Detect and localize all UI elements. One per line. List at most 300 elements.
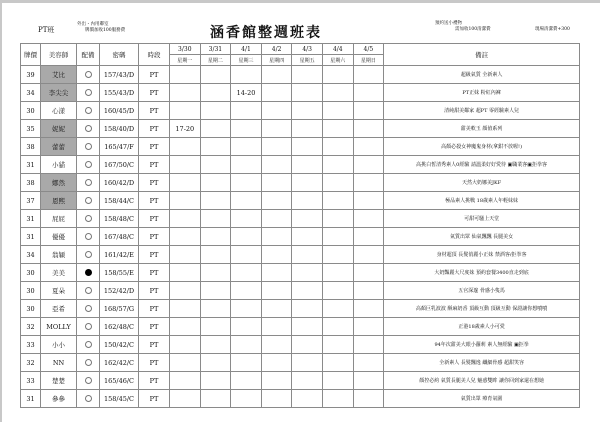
code-cell: 150/42/C: [100, 336, 139, 354]
price-cell: 31: [21, 156, 41, 174]
remark-cell: PT正妹 粉紅內褲: [384, 84, 580, 102]
empty-circle-icon: [85, 71, 92, 78]
price-cell: 33: [21, 336, 41, 354]
remark-cell: 天然大奶娜美JKF: [384, 174, 580, 192]
price-cell: 32: [21, 318, 41, 336]
equip-cell: [77, 138, 100, 156]
col-header-price: 牌價: [21, 44, 41, 66]
time-slot-cell: PT: [139, 66, 170, 84]
day-schedule-cell: [231, 336, 262, 354]
remark-cell: 全新素人 長髮飄逸 纖細骨感 超甜笑容: [384, 354, 580, 372]
day-schedule-cell: [231, 174, 262, 192]
time-slot-cell: PT: [139, 372, 170, 390]
remark-cell: 甜美軟玉 顏值系列: [384, 120, 580, 138]
table-row: [21, 246, 580, 264]
code-cell: 158/48/C: [100, 210, 139, 228]
day-schedule-cell: [261, 282, 292, 300]
day-schedule-cell: [322, 246, 353, 264]
price-cell: 33: [21, 372, 41, 390]
stylist-name-cell: 屁屁: [41, 210, 77, 228]
day-schedule-cell: [292, 174, 323, 192]
time-slot-cell: PT: [139, 354, 170, 372]
price-cell: 30: [21, 264, 41, 282]
empty-circle-icon: [85, 287, 92, 294]
table-row: [21, 192, 580, 210]
time-slot-cell: PT: [139, 264, 170, 282]
fee-note-left: [77, 22, 125, 34]
page-title: 涵香館整週班表: [210, 25, 322, 41]
day-schedule-cell: [200, 66, 231, 84]
remark-cell: 氣質出眾 仙氣飄飄 長腿美女: [384, 228, 580, 246]
stylist-name-cell: 娜然: [41, 174, 77, 192]
price-cell: 38: [21, 174, 41, 192]
day-schedule-cell: 17-20: [170, 120, 201, 138]
equip-cell: [77, 246, 100, 264]
equip-cell: [77, 210, 100, 228]
time-slot-cell: PT: [139, 210, 170, 228]
day-schedule-cell: [170, 66, 201, 84]
col-header-code: 密碼: [100, 44, 139, 66]
empty-circle-icon: [85, 179, 92, 186]
equip-cell: [77, 300, 100, 318]
stylist-name-cell: 美美: [41, 264, 77, 282]
equip-cell: [77, 264, 100, 282]
day-schedule-cell: [200, 138, 231, 156]
time-slot-cell: PT: [139, 336, 170, 354]
day-schedule-cell: [261, 354, 292, 372]
equip-cell: [77, 174, 100, 192]
day-schedule-cell: [292, 390, 323, 408]
day-schedule-cell: [322, 282, 353, 300]
day-schedule-cell: [353, 390, 384, 408]
code-cell: 167/50/C: [100, 156, 139, 174]
stylist-name-cell: 夏朵: [41, 282, 77, 300]
day-schedule-cell: [322, 390, 353, 408]
col-header-date: 3/30: [170, 44, 201, 55]
code-cell: 158/44/C: [100, 192, 139, 210]
code-cell: 162/42/C: [100, 354, 139, 372]
equip-cell: [77, 102, 100, 120]
time-slot-cell: PT: [139, 300, 170, 318]
table-row: [21, 300, 580, 318]
stylist-name-cell: 翁穎: [41, 246, 77, 264]
day-schedule-cell: [292, 246, 323, 264]
day-schedule-cell: [200, 210, 231, 228]
stylist-name-cell: MOLLY: [41, 318, 77, 336]
price-cell: 37: [21, 192, 41, 210]
day-schedule-cell: [261, 84, 292, 102]
equip-cell: [77, 318, 100, 336]
window-top-border: [0, 0, 600, 3]
day-schedule-cell: [200, 156, 231, 174]
stylist-name-cell: 妮妮: [41, 120, 77, 138]
day-schedule-cell: [170, 318, 201, 336]
price-cell: 30: [21, 102, 41, 120]
col-header-date: 4/1: [231, 44, 262, 55]
day-schedule-cell: [353, 192, 384, 210]
day-schedule-cell: [231, 102, 262, 120]
equip-cell: [77, 120, 100, 138]
header-row-dates: [21, 44, 580, 55]
day-schedule-cell: [353, 138, 384, 156]
fee-note-left-line1: 外出・內用鄰室: [77, 22, 109, 27]
day-schedule-cell: [231, 372, 262, 390]
time-slot-cell: PT: [139, 192, 170, 210]
day-schedule-cell: [353, 372, 384, 390]
time-slot-cell: PT: [139, 84, 170, 102]
time-slot-cell: PT: [139, 282, 170, 300]
remark-cell: 高顏必殺女神魔鬼身材(拿鉗不放喔!): [384, 138, 580, 156]
empty-circle-icon: [85, 359, 92, 366]
col-header-weekday: 星期三: [231, 55, 262, 66]
day-schedule-cell: [170, 84, 201, 102]
col-header-date: 4/3: [292, 44, 323, 55]
day-schedule-cell: [200, 372, 231, 390]
day-schedule-cell: [322, 156, 353, 174]
day-schedule-cell: [322, 372, 353, 390]
col-header-weekday: 星期日: [353, 55, 384, 66]
day-schedule-cell: [322, 318, 353, 336]
day-schedule-cell: [322, 102, 353, 120]
day-schedule-cell: [322, 66, 353, 84]
day-schedule-cell: [322, 210, 353, 228]
day-schedule-cell: [231, 120, 262, 138]
code-cell: 161/42/E: [100, 246, 139, 264]
day-schedule-cell: [353, 66, 384, 84]
table-row: [21, 84, 580, 102]
day-schedule-cell: [292, 66, 323, 84]
stylist-name-cell: 蕾蕾: [41, 138, 77, 156]
day-schedule-cell: [200, 102, 231, 120]
day-schedule-cell: [353, 264, 384, 282]
equip-cell: [77, 228, 100, 246]
day-schedule-cell: [170, 174, 201, 192]
remark-cell: 清純甜美鄰家 超PT 零經驗素人兒: [384, 102, 580, 120]
empty-circle-icon: [85, 107, 92, 114]
day-schedule-cell: [170, 138, 201, 156]
day-schedule-cell: [292, 210, 323, 228]
stylist-name-cell: 參參: [41, 390, 77, 408]
day-schedule-cell: [200, 84, 231, 102]
day-schedule-cell: [322, 300, 353, 318]
day-schedule-cell: [322, 264, 353, 282]
table-row: [21, 390, 580, 408]
day-schedule-cell: [261, 336, 292, 354]
code-cell: 167/48/C: [100, 228, 139, 246]
price-cell: 31: [21, 228, 41, 246]
day-schedule-cell: [353, 210, 384, 228]
day-schedule-cell: [200, 336, 231, 354]
col-header-remarks: 備註: [384, 44, 580, 66]
day-schedule-cell: [292, 336, 323, 354]
table-row: [21, 336, 580, 354]
price-cell: 34: [21, 84, 41, 102]
col-header-date: 4/2: [261, 44, 292, 55]
day-schedule-cell: [200, 300, 231, 318]
day-schedule-cell: [170, 228, 201, 246]
day-schedule-cell: [353, 318, 384, 336]
table-row: [21, 138, 580, 156]
day-schedule-cell: [231, 138, 262, 156]
col-header-weekday: 星期六: [322, 55, 353, 66]
day-schedule-cell: [231, 192, 262, 210]
stylist-name-cell: 李尖尖: [41, 84, 77, 102]
day-schedule-cell: [353, 354, 384, 372]
day-schedule-cell: [231, 318, 262, 336]
day-schedule-cell: [200, 264, 231, 282]
code-cell: 155/43/D: [100, 84, 139, 102]
col-header-stylist: 美容師: [41, 44, 77, 66]
empty-circle-icon: [85, 89, 92, 96]
day-schedule-cell: [231, 228, 262, 246]
empty-circle-icon: [85, 197, 92, 204]
day-schedule-cell: [261, 300, 292, 318]
stylist-name-cell: 楚楚: [41, 372, 77, 390]
col-header-weekday: 星期一: [170, 55, 201, 66]
remark-cell: 超級氣質 全新素人: [384, 66, 580, 84]
day-schedule-cell: [261, 156, 292, 174]
equip-cell: [77, 156, 100, 174]
day-schedule-cell: [322, 336, 353, 354]
day-schedule-cell: [261, 138, 292, 156]
code-cell: 158/40/D: [100, 120, 139, 138]
empty-circle-icon: [85, 161, 92, 168]
day-schedule-cell: [292, 318, 323, 336]
day-schedule-cell: [200, 246, 231, 264]
stylist-name-cell: 小小: [41, 336, 77, 354]
day-schedule-cell: 14-20: [231, 84, 262, 102]
col-header-date: 3/31: [200, 44, 231, 55]
day-schedule-cell: [292, 372, 323, 390]
col-header-date: 4/5: [353, 44, 384, 55]
day-schedule-cell: [292, 354, 323, 372]
time-slot-cell: PT: [139, 174, 170, 192]
price-cell: 34: [21, 246, 41, 264]
table-row: [21, 318, 580, 336]
code-cell: 168/57/G: [100, 300, 139, 318]
empty-circle-icon: [85, 305, 92, 312]
remark-cell: 可甜可騷上天堂: [384, 210, 580, 228]
equip-cell: [77, 66, 100, 84]
stylist-name-cell: 心漾: [41, 102, 77, 120]
col-header-date: 4/4: [322, 44, 353, 55]
remark-cell: 五官深邃 骨感小隻馬: [384, 282, 580, 300]
day-schedule-cell: [353, 84, 384, 102]
table-row: [21, 372, 580, 390]
remark-cell: 大奶豔麗大尺度妹 預約套餐3400直走到底: [384, 264, 580, 282]
day-schedule-cell: [292, 264, 323, 282]
day-schedule-cell: [322, 228, 353, 246]
price-cell: 35: [21, 120, 41, 138]
day-schedule-cell: [261, 390, 292, 408]
stylist-name-cell: 恩熙: [41, 192, 77, 210]
day-schedule-cell: [231, 264, 262, 282]
onsite-cleaning-fee-note: 現場清潔費+300: [535, 27, 570, 32]
day-schedule-cell: [353, 156, 384, 174]
day-schedule-cell: [322, 192, 353, 210]
day-schedule-cell: [292, 300, 323, 318]
time-slot-cell: PT: [139, 390, 170, 408]
time-slot-cell: PT: [139, 246, 170, 264]
time-slot-cell: PT: [139, 120, 170, 138]
empty-circle-icon: [85, 143, 92, 150]
table-row: [21, 66, 580, 84]
day-schedule-cell: [170, 336, 201, 354]
day-schedule-cell: [292, 282, 323, 300]
remark-cell: 正港18歲素人小可愛: [384, 318, 580, 336]
day-schedule-cell: [292, 228, 323, 246]
day-schedule-cell: [261, 228, 292, 246]
day-schedule-cell: [231, 156, 262, 174]
table-row: [21, 210, 580, 228]
day-schedule-cell: [170, 264, 201, 282]
code-cell: 160/45/D: [100, 102, 139, 120]
code-cell: 158/45/C: [100, 390, 139, 408]
code-cell: 152/42/D: [100, 282, 139, 300]
fee-note-right-line1: 預約送小禮物: [435, 21, 462, 26]
price-cell: 30: [21, 282, 41, 300]
day-schedule-cell: [231, 246, 262, 264]
col-header-weekday: 星期四: [261, 55, 292, 66]
table-row: [21, 102, 580, 120]
day-schedule-cell: [200, 390, 231, 408]
fee-note-left-line2: 牌價加收100服務費: [85, 28, 126, 33]
time-slot-cell: PT: [139, 318, 170, 336]
remark-cell: 94年次甜美大眼小蘿莉 素人無經驗 ▣拒拳: [384, 336, 580, 354]
equip-cell: [77, 336, 100, 354]
day-schedule-cell: [292, 120, 323, 138]
day-schedule-cell: [322, 84, 353, 102]
day-schedule-cell: [322, 120, 353, 138]
remark-cell: 高顏巨乳波波 酥麻奶香 頂級互動 頂級互動 保證讓你想噴噴: [384, 300, 580, 318]
table-row: [21, 120, 580, 138]
time-slot-cell: PT: [139, 228, 170, 246]
table-row: [21, 174, 580, 192]
day-schedule-cell: [200, 318, 231, 336]
code-cell: 165/46/C: [100, 372, 139, 390]
code-cell: 160/42/D: [100, 174, 139, 192]
day-schedule-cell: [292, 192, 323, 210]
day-schedule-cell: [170, 300, 201, 318]
day-schedule-cell: [231, 210, 262, 228]
day-schedule-cell: [353, 228, 384, 246]
remark-cell: 身材超頂 長髮俏麗小正妹 禁酒客/拒拳客: [384, 246, 580, 264]
empty-circle-icon: [85, 395, 92, 402]
stylist-name-cell: 亞希: [41, 300, 77, 318]
time-slot-cell: PT: [139, 138, 170, 156]
day-schedule-cell: [353, 336, 384, 354]
code-cell: 162/48/C: [100, 318, 139, 336]
day-schedule-cell: [200, 354, 231, 372]
table-row: [21, 264, 580, 282]
day-schedule-cell: [261, 192, 292, 210]
stylist-name-cell: 優優: [41, 228, 77, 246]
code-cell: 158/55/E: [100, 264, 139, 282]
table-row: [21, 354, 580, 372]
day-schedule-cell: [261, 66, 292, 84]
price-cell: 38: [21, 138, 41, 156]
time-slot-cell: PT: [139, 156, 170, 174]
day-schedule-cell: [261, 372, 292, 390]
day-schedule-cell: [322, 174, 353, 192]
day-schedule-cell: [231, 354, 262, 372]
day-schedule-cell: [292, 84, 323, 102]
stylist-name-cell: NN: [41, 354, 77, 372]
filled-circle-icon: [85, 269, 92, 276]
pt-class-label: PT班: [38, 26, 55, 34]
day-schedule-cell: [353, 102, 384, 120]
day-schedule-cell: [200, 282, 231, 300]
day-schedule-cell: [353, 282, 384, 300]
day-schedule-cell: [170, 354, 201, 372]
day-schedule-cell: [200, 228, 231, 246]
price-cell: 31: [21, 390, 41, 408]
price-cell: 30: [21, 300, 41, 318]
day-schedule-cell: [261, 246, 292, 264]
day-schedule-cell: [353, 300, 384, 318]
price-cell: 31: [21, 210, 41, 228]
remark-cell: 顏控必約 氣質長腿美人兒 魅惑雙眸 讓你回到家還在想她: [384, 372, 580, 390]
stylist-name-cell: 艾比: [41, 66, 77, 84]
equip-cell: [77, 390, 100, 408]
day-schedule-cell: [261, 120, 292, 138]
day-schedule-cell: [292, 156, 323, 174]
day-schedule-cell: [261, 318, 292, 336]
equip-cell: [77, 282, 100, 300]
col-header-equip: 配備: [77, 44, 100, 66]
day-schedule-cell: [170, 192, 201, 210]
day-schedule-cell: [261, 102, 292, 120]
fee-note-right: [435, 21, 491, 33]
empty-circle-icon: [85, 323, 92, 330]
remark-cell: 氣質出眾 療育氣圍: [384, 390, 580, 408]
empty-circle-icon: [85, 251, 92, 258]
day-schedule-cell: [231, 300, 262, 318]
equip-cell: [77, 372, 100, 390]
day-schedule-cell: [322, 354, 353, 372]
day-schedule-cell: [200, 120, 231, 138]
fee-note-right-line2: 需加收100清潔費: [455, 27, 491, 32]
day-schedule-cell: [170, 102, 201, 120]
day-schedule-cell: [200, 192, 231, 210]
col-header-weekday: 星期二: [200, 55, 231, 66]
day-schedule-cell: [170, 282, 201, 300]
window-left-border: [0, 0, 2, 422]
day-schedule-cell: [261, 210, 292, 228]
col-header-slot: 時段: [139, 44, 170, 66]
empty-circle-icon: [85, 233, 92, 240]
time-slot-cell: PT: [139, 102, 170, 120]
day-schedule-cell: [231, 66, 262, 84]
day-schedule-cell: [353, 120, 384, 138]
day-schedule-cell: [170, 156, 201, 174]
day-schedule-cell: [231, 390, 262, 408]
remark-cell: 高挑白皙清秀素人0經驗 請溫柔好好愛待 ▣職業客▣拒拳客: [384, 156, 580, 174]
day-schedule-cell: [170, 390, 201, 408]
day-schedule-cell: [170, 246, 201, 264]
equip-cell: [77, 192, 100, 210]
remark-cell: 極品素人挑戰 18歲素人年輕妹妹: [384, 192, 580, 210]
day-schedule-cell: [292, 138, 323, 156]
day-schedule-cell: [353, 174, 384, 192]
day-schedule-cell: [261, 174, 292, 192]
empty-circle-icon: [85, 341, 92, 348]
price-cell: 39: [21, 66, 41, 84]
empty-circle-icon: [85, 215, 92, 222]
day-schedule-cell: [322, 138, 353, 156]
day-schedule-cell: [200, 174, 231, 192]
table-row: [21, 156, 580, 174]
